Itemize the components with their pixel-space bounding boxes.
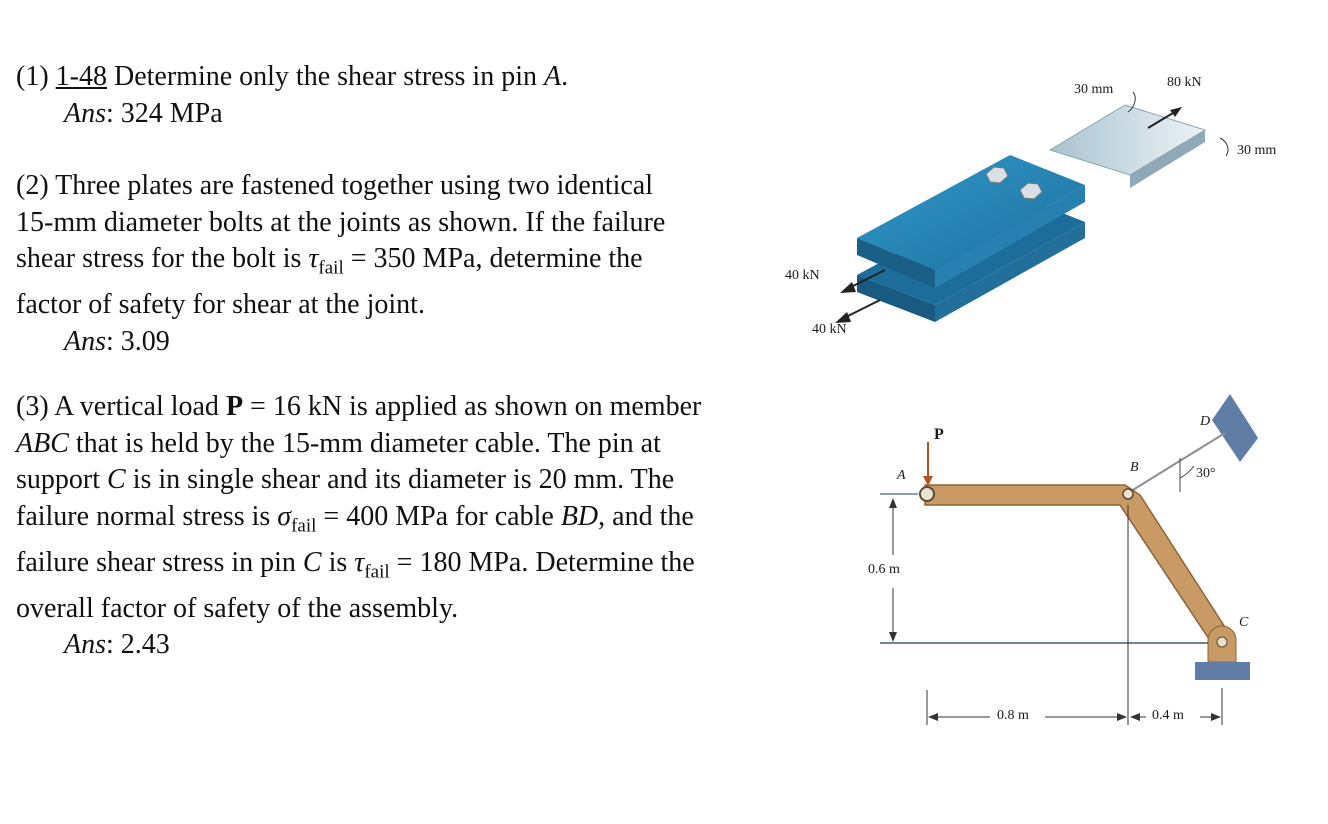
- label-b: B: [1130, 460, 1139, 475]
- arrow-head-icon: [1211, 713, 1221, 721]
- dimension-label: 0.8 m: [997, 708, 1029, 723]
- dimension-label: 30 mm: [1237, 143, 1277, 158]
- pin-c: [1217, 637, 1227, 647]
- problem-3-answer: Ans: 2.43: [64, 629, 170, 661]
- problem-3-line: support C is in single shear and its diameter is 20 mm. The: [16, 464, 675, 495]
- arrow-head-icon: [1117, 713, 1127, 721]
- problem-3-line: failure shear stress in pin C is $\tau_{fail} = 180$ MPa. Determine the: [16, 546, 695, 583]
- problem-reference: 1-48: [55, 61, 107, 92]
- wall-support: [1212, 394, 1258, 462]
- dimension-label: 30 mm: [1074, 82, 1114, 97]
- problem-3-line: failure normal stress is $\sigma_{fail} = 400$ MPa for cable BD, and the: [16, 500, 694, 537]
- cable-bd: [1128, 433, 1225, 493]
- problem-2-line: (2) Three plates are fastened together using two identical: [16, 170, 654, 201]
- problem-2-answer: Ans: 3.09: [64, 325, 170, 357]
- angle-arc: [1180, 466, 1194, 478]
- angle-label: 30°: [1196, 466, 1216, 481]
- arrow-head-icon: [889, 498, 897, 508]
- arrow-head-icon: [1130, 713, 1140, 721]
- problem-3-line: overall factor of safety of the assembly.: [16, 592, 459, 624]
- load-label: 40 kN: [812, 322, 847, 337]
- pin-b: [1123, 489, 1133, 499]
- label-c: C: [1239, 615, 1249, 630]
- label-p: P: [934, 426, 944, 443]
- pin-a: [920, 487, 934, 501]
- dimension-label: 0.6 m: [868, 562, 900, 577]
- problem-1-statement: (1) 1-48 Determine only the shear stress in pin A.: [16, 61, 569, 92]
- problem-1-answer: Ans: 324 MPa: [64, 97, 223, 129]
- problem-2-line: 15-mm diameter bolts at the joints as shown. If the failure: [16, 206, 666, 238]
- problem-3-line: (3) A vertical load P = 16 kN is applied as shown on member: [16, 391, 702, 422]
- arrow-head-icon: [928, 713, 938, 721]
- label-a: A: [897, 468, 906, 483]
- problem-2-line: shear stress for the bolt is $\tau_{fail} = 350$ MPa, determine the: [16, 243, 643, 279]
- ground-base: [1195, 662, 1250, 680]
- problem-3-line: ABC that is held by the 15-mm diameter cable. The pin at: [16, 427, 661, 459]
- dimension-label: 0.4 m: [1152, 708, 1184, 723]
- arrow-head-icon: [889, 632, 897, 642]
- problem-2-line: factor of safety for shear at the joint.: [16, 289, 425, 321]
- load-label: 80 kN: [1167, 75, 1202, 90]
- member-abc: [925, 485, 1230, 648]
- label-d: D: [1200, 414, 1211, 429]
- load-label: 40 kN: [785, 268, 820, 283]
